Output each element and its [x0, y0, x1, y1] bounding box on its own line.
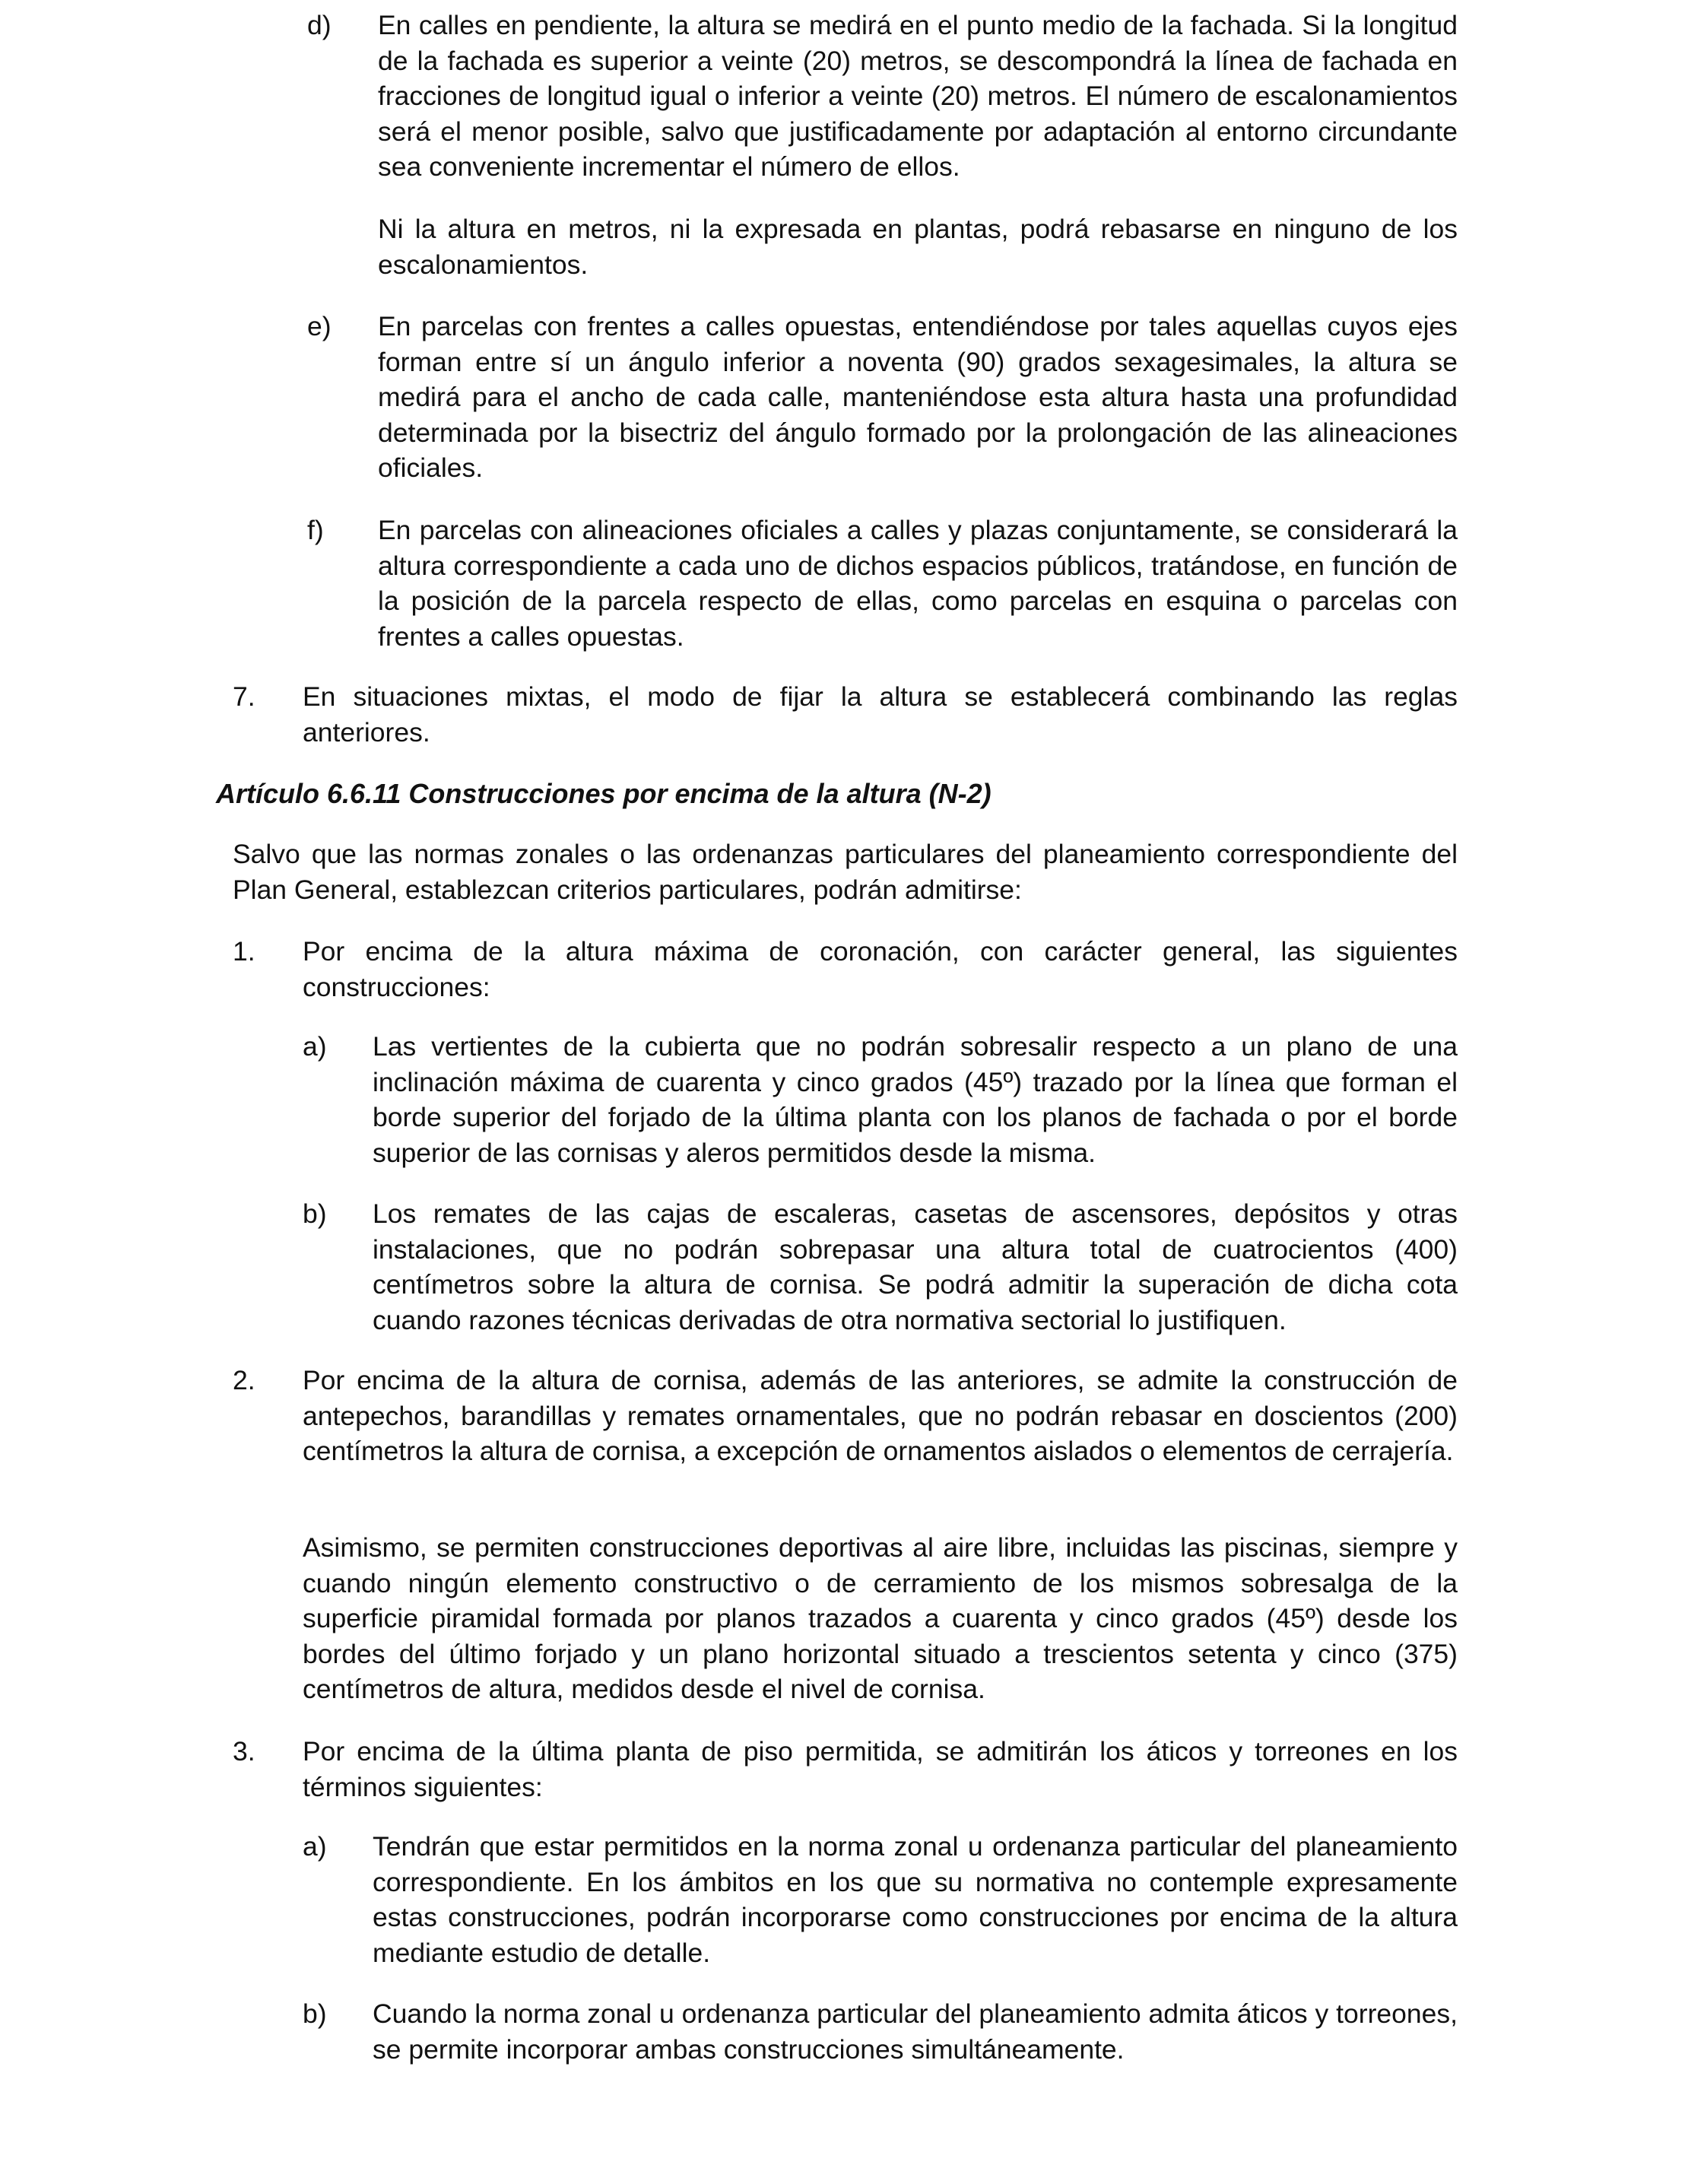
item-e-paragraph: En parcelas con frentes a calles opuestas, entendiéndose por tales aquellas cuyos ejes forman entre sí un ángulo inferior a noventa (90) grados sexagesimales, la altura se medirá para el ancho de cada calle, manteniéndose esta altura hasta una profundidad determinada por la bisectriz del ángulo formado por la prolongación de las alineaciones oficiales. — [378, 311, 1458, 483]
article-item-1b-label: b) — [303, 1198, 327, 1229]
item-7-label: 7. — [233, 681, 255, 712]
article-item-3-paragraph: Por encima de la última planta de piso permitida, se admitirán los áticos y torreones en los términos siguientes: — [303, 1736, 1458, 1802]
article-item-1-paragraph: Por encima de la altura máxima de coronación, con carácter general, las siguientes construcciones: — [303, 936, 1458, 1002]
article-item-3b-label: b) — [303, 1998, 327, 2029]
item-d-paragraph-1: En calles en pendiente, la altura se medirá en el punto medio de la fachada. Si la longitud de la fachada es superior a veinte (20) metros, se descompondrá la línea de fachada en fracciones de longitud igual o inferior a veinte (20) metros. El número de escalonamientos será el menor posible, salvo que justificadamente por adaptación al entorno circundante sea conveniente incrementar el número de ellos. — [378, 10, 1458, 182]
item-f-paragraph: En parcelas con alineaciones oficiales a calles y plazas conjuntamente, se considerará la altura correspondiente a cada uno de dichos espacios públicos, tratándose, en función de la posición de la parcela respecto de ellas, como parcelas en esquina o parcelas con frentes a calles opuestas. — [378, 515, 1458, 652]
article-item-1a-paragraph: Las vertientes de la cubierta que no podrán sobresalir respecto a un plano de una inclinación máxima de cuarenta y cinco grados (45º) trazado por la línea que forman el borde superior del forjado de la última planta con los planos de fachada o por el borde superior de las cornisas y aleros permitidos desde la misma. — [373, 1031, 1458, 1168]
article-item-1a-label: a) — [303, 1031, 327, 1062]
item-f-label: f) — [307, 515, 324, 545]
article-item-2-label: 2. — [233, 1365, 255, 1395]
article-intro: Salvo que las normas zonales o las ordenanzas particulares del planeamiento correspondiente del Plan General, establezcan criterios particulares, podrán admitirse: — [233, 839, 1458, 905]
item-7-paragraph: En situaciones mixtas, el modo de fijar la altura se establecerá combinando las reglas anteriores. — [303, 681, 1458, 748]
article-item-3b-paragraph: Cuando la norma zonal u ordenanza particular del planeamiento admita áticos y torreones, se permite incorporar ambas construcciones simultáneamente. — [373, 1998, 1458, 2065]
article-item-1-label: 1. — [233, 936, 255, 967]
item-d-label: d) — [307, 10, 332, 40]
article-item-3-label: 3. — [233, 1736, 255, 1767]
article-item-2-paragraph-2: Asimismo, se permiten construcciones deportivas al aire libre, incluidas las piscinas, siempre y cuando ningún elemento constructivo o de cerramiento de los mismos sobresalga de la superficie piramidal formada por planos trazados a cuarenta y cinco grados (45º) desde los bordes del último forjado y un plano horizontal situado a trescientos setenta y cinco (375) centímetros de altura, medidos desde el nivel de cornisa. — [303, 1532, 1458, 1704]
article-item-1b-paragraph: Los remates de las cajas de escaleras, casetas de ascensores, depósitos y otras instalaciones, que no podrán sobrepasar una altura total de cuatrocientos (400) centímetros sobre la altura de cornisa. Se podrá admitir la superación de dicha cota cuando razones técnicas derivadas de otra normativa sectorial lo justifiquen. — [373, 1198, 1458, 1335]
article-item-2-paragraph-1: Por encima de la altura de cornisa, además de las anteriores, se admite la construcción de antepechos, barandillas y remates ornamentales, que no podrán rebasar en doscientos (200) centímetros la altura de cornisa, a excepción de ornamentos aislados o elementos de cerrajería. — [303, 1365, 1458, 1466]
article-heading: Artículo 6.6.11 Construcciones por encima de la altura (N-2) — [216, 778, 992, 809]
article-item-3a-paragraph: Tendrán que estar permitidos en la norma zonal u ordenanza particular del planeamiento correspondiente. En los ámbitos en los que su normativa no contemple expresamente estas construcciones, podrán incorporarse como construcciones por encima de la altura mediante estudio de detalle. — [373, 1831, 1458, 1968]
item-e-label: e) — [307, 311, 332, 341]
article-item-3a-label: a) — [303, 1831, 327, 1862]
item-d-paragraph-2: Ni la altura en metros, ni la expresada en plantas, podrá rebasarse en ninguno de los escalonamientos. — [378, 214, 1458, 280]
